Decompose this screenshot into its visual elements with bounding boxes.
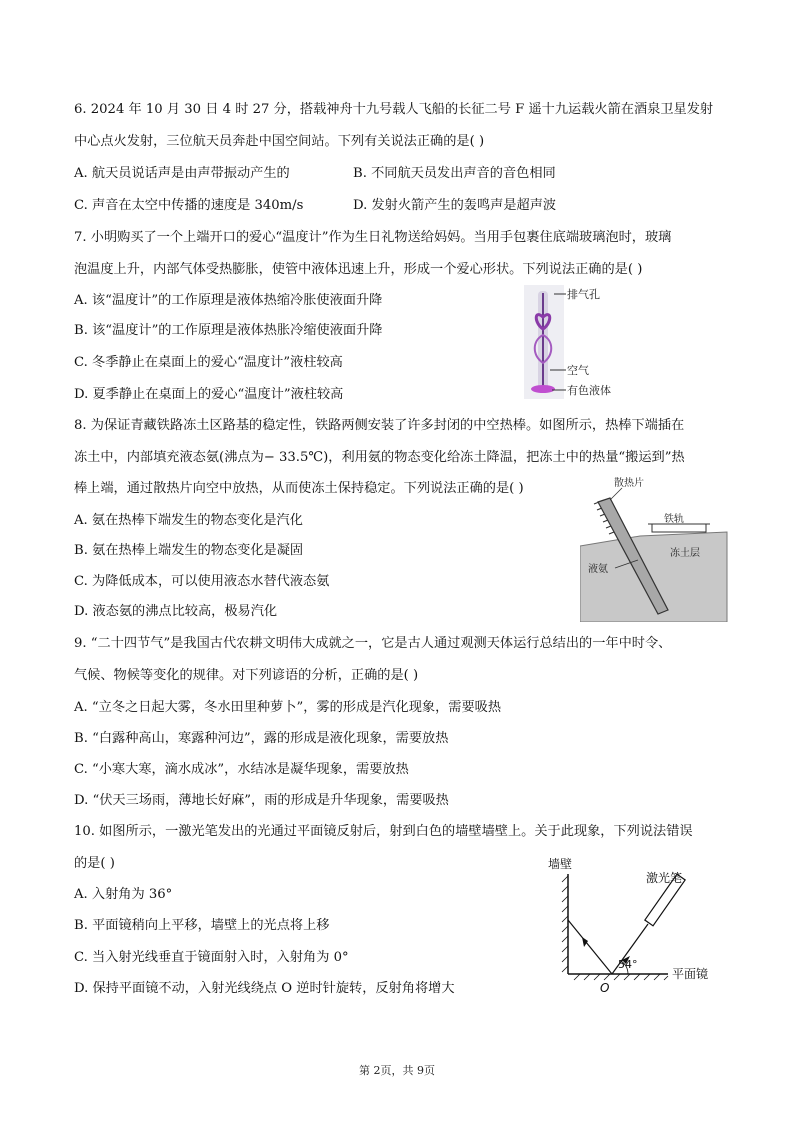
label-vent: 排气孔: [567, 288, 600, 301]
q7-option-a: A. 该“温度计”的工作原理是液体热缩冷胀使液面升降: [74, 293, 383, 308]
label-rail: 铁轨: [664, 514, 684, 525]
q6-option-b: B. 不同航天员发出声音的音色相同: [353, 166, 556, 181]
heart-thermometer-illustration: [520, 283, 640, 403]
laser-reflection-diagram: [540, 852, 720, 998]
label-laser-pen: 激光笔: [646, 871, 683, 885]
q9-option-d: D. “伏天三场雨，薄地长好麻”，雨的形成是升华现象，需要吸热: [74, 793, 449, 808]
q8-stem-line2: 冻土中，内部填充液态氨(沸点为− 33.5℃)，利用氨的物态变化给冻土降温，把冻土中的热量“搬运到”热: [74, 450, 685, 465]
page-footer: 第 2页，共 9页: [359, 1064, 435, 1077]
q6-option-a: A. 航天员说话声是由声带振动产生的: [74, 166, 290, 181]
label-fins: 散热片: [614, 478, 644, 489]
q7-option-b: B. 该“温度计”的工作原理是液体热胀冷缩使液面升降: [74, 323, 383, 338]
q8-option-d: D. 液态氨的沸点比较高，极易汽化: [74, 604, 278, 619]
q9-option-a: A. “立冬之日起大雾，冬水田里种萝卜”，雾的形成是汽化现象，需要吸热: [74, 700, 502, 715]
q10-option-a: A. 入射角为 36°: [74, 887, 173, 902]
label-plane-mirror: 平面镜: [672, 967, 709, 981]
q8-option-c: C. 为降低成本，可以使用液态水替代液态氨: [74, 574, 330, 589]
label-angle: 54°: [618, 958, 638, 971]
label-colored-liquid: 有色液体: [567, 384, 611, 397]
laser-reflection-figure: [540, 852, 720, 998]
q10-option-b: B. 平面镜稍向上平移，墙壁上的光点将上移: [74, 918, 330, 933]
q9-option-b: B. “白露种高山，寒露种河边”，露的形成是液化现象，需要放热: [74, 731, 449, 746]
heat-pipe-illustration: [580, 472, 728, 622]
label-point-o: O: [600, 981, 610, 995]
q10-option-d: D. 保持平面镜不动，入射光线绕点 O 逆时针旋转，反射角将增大: [74, 981, 455, 996]
q6-stem-line2: 中心点火发射，三位航天员奔赴中国空间站。下列有关说法正确的是( ): [74, 134, 485, 149]
q7-option-c: C. 冬季静止在桌面上的爱心“温度计”液柱较高: [74, 355, 343, 370]
label-air: 空气: [567, 364, 589, 377]
q10-stem-line2: 的是( ): [74, 856, 115, 871]
q8-stem-line3: 棒上端，通过散热片向空中放热，从而使冻土保持稳定。下列说法正确的是( ): [74, 481, 524, 496]
label-frozen-soil: 冻土层: [670, 548, 700, 559]
heat-pipe-figure: [580, 472, 728, 622]
q8-stem-line1: 8. 为保证青藏铁路冻土区路基的稳定性，铁路两侧安装了许多封闭的中空热棒。如图所示，热棒下端插在: [74, 418, 685, 433]
q9-stem-line2: 气候、物候等变化的规律。对下列谚语的分析，正确的是( ): [74, 668, 419, 683]
q6-option-d: D. 发射火箭产生的轰鸣声是超声波: [353, 198, 557, 213]
label-wall: 墙壁: [548, 857, 573, 871]
q7-stem-line1: 7. 小明购买了一个上端开口的爱心“温度计”作为生日礼物送给妈妈。当用手包裹住底端玻璃泡时，玻璃: [74, 230, 672, 245]
q6-stem-line1: 6. 2024 年 10 月 30 日 4 时 27 分，搭载神舟十九号载人飞船的长征二号 F 遥十九运载火箭在酒泉卫星发射: [74, 102, 714, 117]
q7-stem-line2: 泡温度上升，内部气体受热膨胀，使管中液体迅速上升，形成一个爱心形状。下列说法正确的是( ): [74, 262, 643, 277]
q6-option-c: C. 声音在太空中传播的速度是 340m/s: [74, 198, 304, 213]
q7-option-d: D. 夏季静止在桌面上的爱心“温度计”液柱较高: [74, 387, 344, 402]
q9-option-c: C. “小寒大寒，滴水成冰”，水结冰是凝华现象，需要放热: [74, 762, 409, 777]
q9-stem-line1: 9. “二十四节气”是我国古代农耕文明伟大成就之一，它是古人通过观测天体运行总结出的一年中时令、: [74, 636, 672, 651]
heart-thermometer-figure: [520, 283, 640, 403]
q8-option-b: B. 氨在热棒上端发生的物态变化是凝固: [74, 543, 304, 558]
q8-option-a: A. 氨在热棒下端发生的物态变化是汽化: [74, 513, 303, 528]
q10-option-c: C. 当入射光线垂直于镜面射入时，入射角为 0°: [74, 950, 349, 965]
q10-stem-line1: 10. 如图所示，一激光笔发出的光通过平面镜反射后，射到白色的墙壁墙壁上。关于此现象，下列说法错误: [74, 824, 693, 839]
label-liquid-ammonia: 液氨: [588, 564, 608, 575]
